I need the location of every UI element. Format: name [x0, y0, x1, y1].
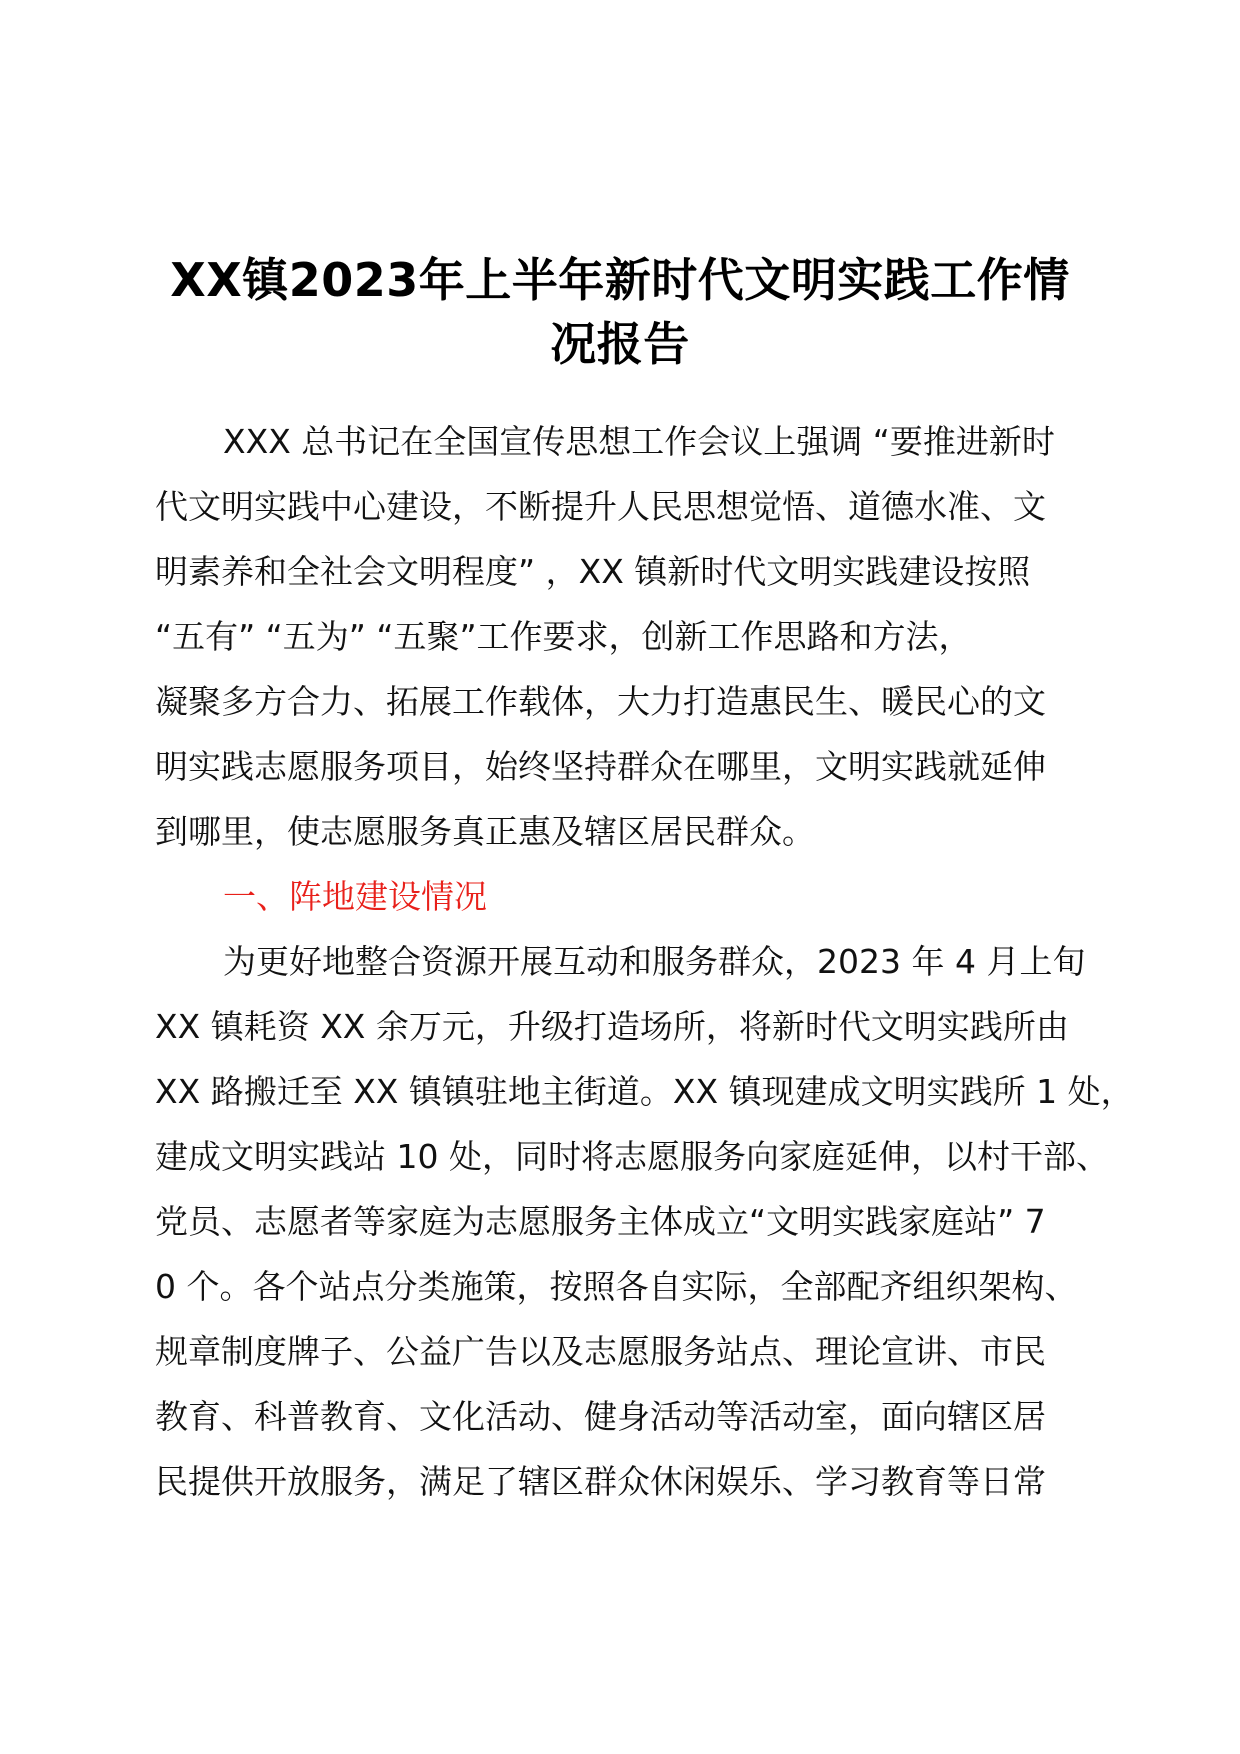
- paragraph-line: 明实践志愿服务项目，始终坚持群众在哪里，文明实践就延伸: [155, 747, 1046, 786]
- paragraph-line: 凝聚多方合力、拓展工作载体，大力打造惠民生、暖民心的文: [155, 682, 1046, 721]
- section-heading-text: 一、阵地建设情况: [223, 877, 487, 916]
- paragraph-line: 建成文明实践站 10 处，同时将志愿服务向家庭延伸，以村干部、: [155, 1137, 1109, 1176]
- paragraph-line: “五有” “五为” “五聚”工作要求，创新工作思路和方法，: [155, 617, 972, 656]
- paragraph-line: 教育、科普教育、文化活动、健身活动等活动室，面向辖区居: [155, 1397, 1046, 1436]
- paragraph-line: 明素养和全社会文明程度” ，XX 镇新时代文明实践建设按照: [155, 552, 1031, 591]
- paragraph-line: XX 路搬迁至 XX 镇镇驻地主街道。XX 镇现建成文明实践所 1 处，: [155, 1072, 1134, 1111]
- paragraph-line: 为更好地整合资源开展互动和服务群众，2023 年 4 月上旬: [223, 942, 1086, 981]
- paragraph-line: XX 镇耗资 XX 余万元，升级打造场所，将新时代文明实践所由: [155, 1007, 1069, 1046]
- title-line-1: XX镇2023年上半年新时代文明实践工作情: [170, 253, 1070, 307]
- paragraph-line: 民提供开放服务，满足了辖区群众休闲娱乐、学习教育等日常: [155, 1462, 1046, 1501]
- section-heading-1: [155, 864, 1095, 929]
- paragraph-intro: [155, 409, 1095, 864]
- paragraph-line: 0 个。各个站点分类施策，按照各自实际，全部配齐组织架构、: [155, 1267, 1078, 1306]
- paragraph-line: 到哪里，使志愿服务真正惠及辖区居民群众。: [155, 812, 815, 851]
- paragraph-line: 规章制度牌子、公益广告以及志愿服务站点、理论宣讲、市民: [155, 1332, 1046, 1371]
- document-title: [150, 248, 1090, 376]
- paragraph-line: 代文明实践中心建设，不断提升人民思想觉悟、道德水准、文: [155, 487, 1046, 526]
- paragraph-line: 党员、志愿者等家庭为志愿服务主体成立“文明实践家庭站” 7: [155, 1202, 1046, 1241]
- paragraph-line: XXX 总书记在全国宣传思想工作会议上强调 “要推进新时: [223, 422, 1055, 461]
- paragraph-position-construction: [155, 929, 1134, 1514]
- title-line-2: 况报告: [550, 317, 690, 371]
